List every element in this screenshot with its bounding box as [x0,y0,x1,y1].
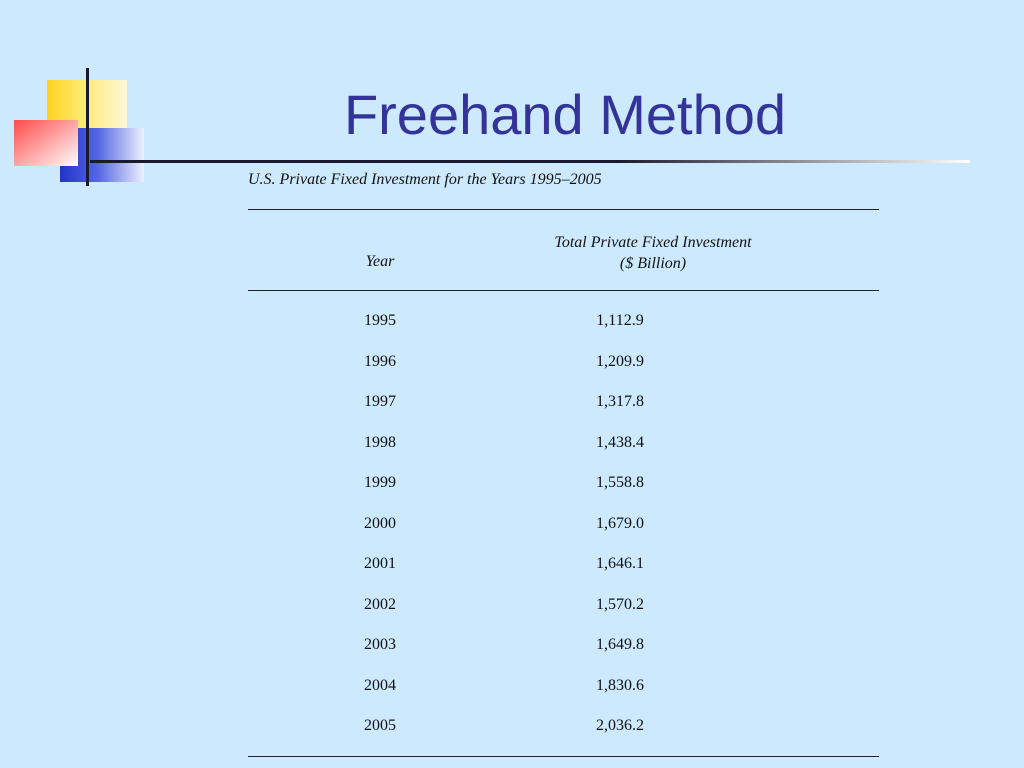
slide-title: Freehand Method [343,83,787,146]
cell-investment: 1,679.0 [596,514,644,532]
cell-year: 1997 [364,393,396,410]
cell-investment: 1,646.1 [596,555,644,572]
cell-investment: 1,209.9 [596,352,644,370]
table-caption: U.S. Private Fixed Investment for the Years 1995–2005 [248,171,602,188]
table-row [0,434,1024,475]
table-row [0,312,1024,353]
table-row [0,636,1024,677]
cell-investment: 1,438.4 [596,433,644,451]
table-bottom-rule [248,756,879,757]
table-row [0,515,1024,556]
cell-year: 1999 [364,474,396,491]
cell-year: 2005 [364,717,396,734]
table-row [0,596,1024,637]
table-row [0,555,1024,596]
cell-investment: 1,649.8 [596,636,644,653]
cell-year: 2002 [364,595,396,613]
title-underline [90,160,970,163]
table-row [0,717,1024,758]
cell-investment: 2,036.2 [596,717,644,734]
cell-year: 1996 [364,352,396,370]
cell-investment: 1,558.8 [596,474,644,491]
cell-investment: 1,317.8 [596,393,644,410]
cell-year: 2004 [364,676,396,694]
table-row [0,474,1024,515]
cell-year: 1998 [364,433,396,451]
cell-investment: 1,570.2 [596,595,644,613]
table-header-rule [248,290,879,291]
cell-year: 2000 [364,514,396,532]
cell-year: 2001 [364,555,396,572]
column-header-investment-line1: Total Private Fixed Investment [554,234,752,251]
column-header-investment [503,232,803,274]
table-row [0,353,1024,394]
cell-year: 1995 [364,312,396,329]
column-header-year: Year [365,253,395,270]
cell-investment: 1,830.6 [596,676,644,694]
column-header-investment-line2: ($ Billion) [619,255,687,272]
table-row [0,393,1024,434]
table-body [0,312,1024,758]
table-top-rule [248,209,879,210]
cell-investment: 1,112.9 [596,312,644,329]
cell-year: 2003 [364,636,396,653]
table-row [0,677,1024,718]
